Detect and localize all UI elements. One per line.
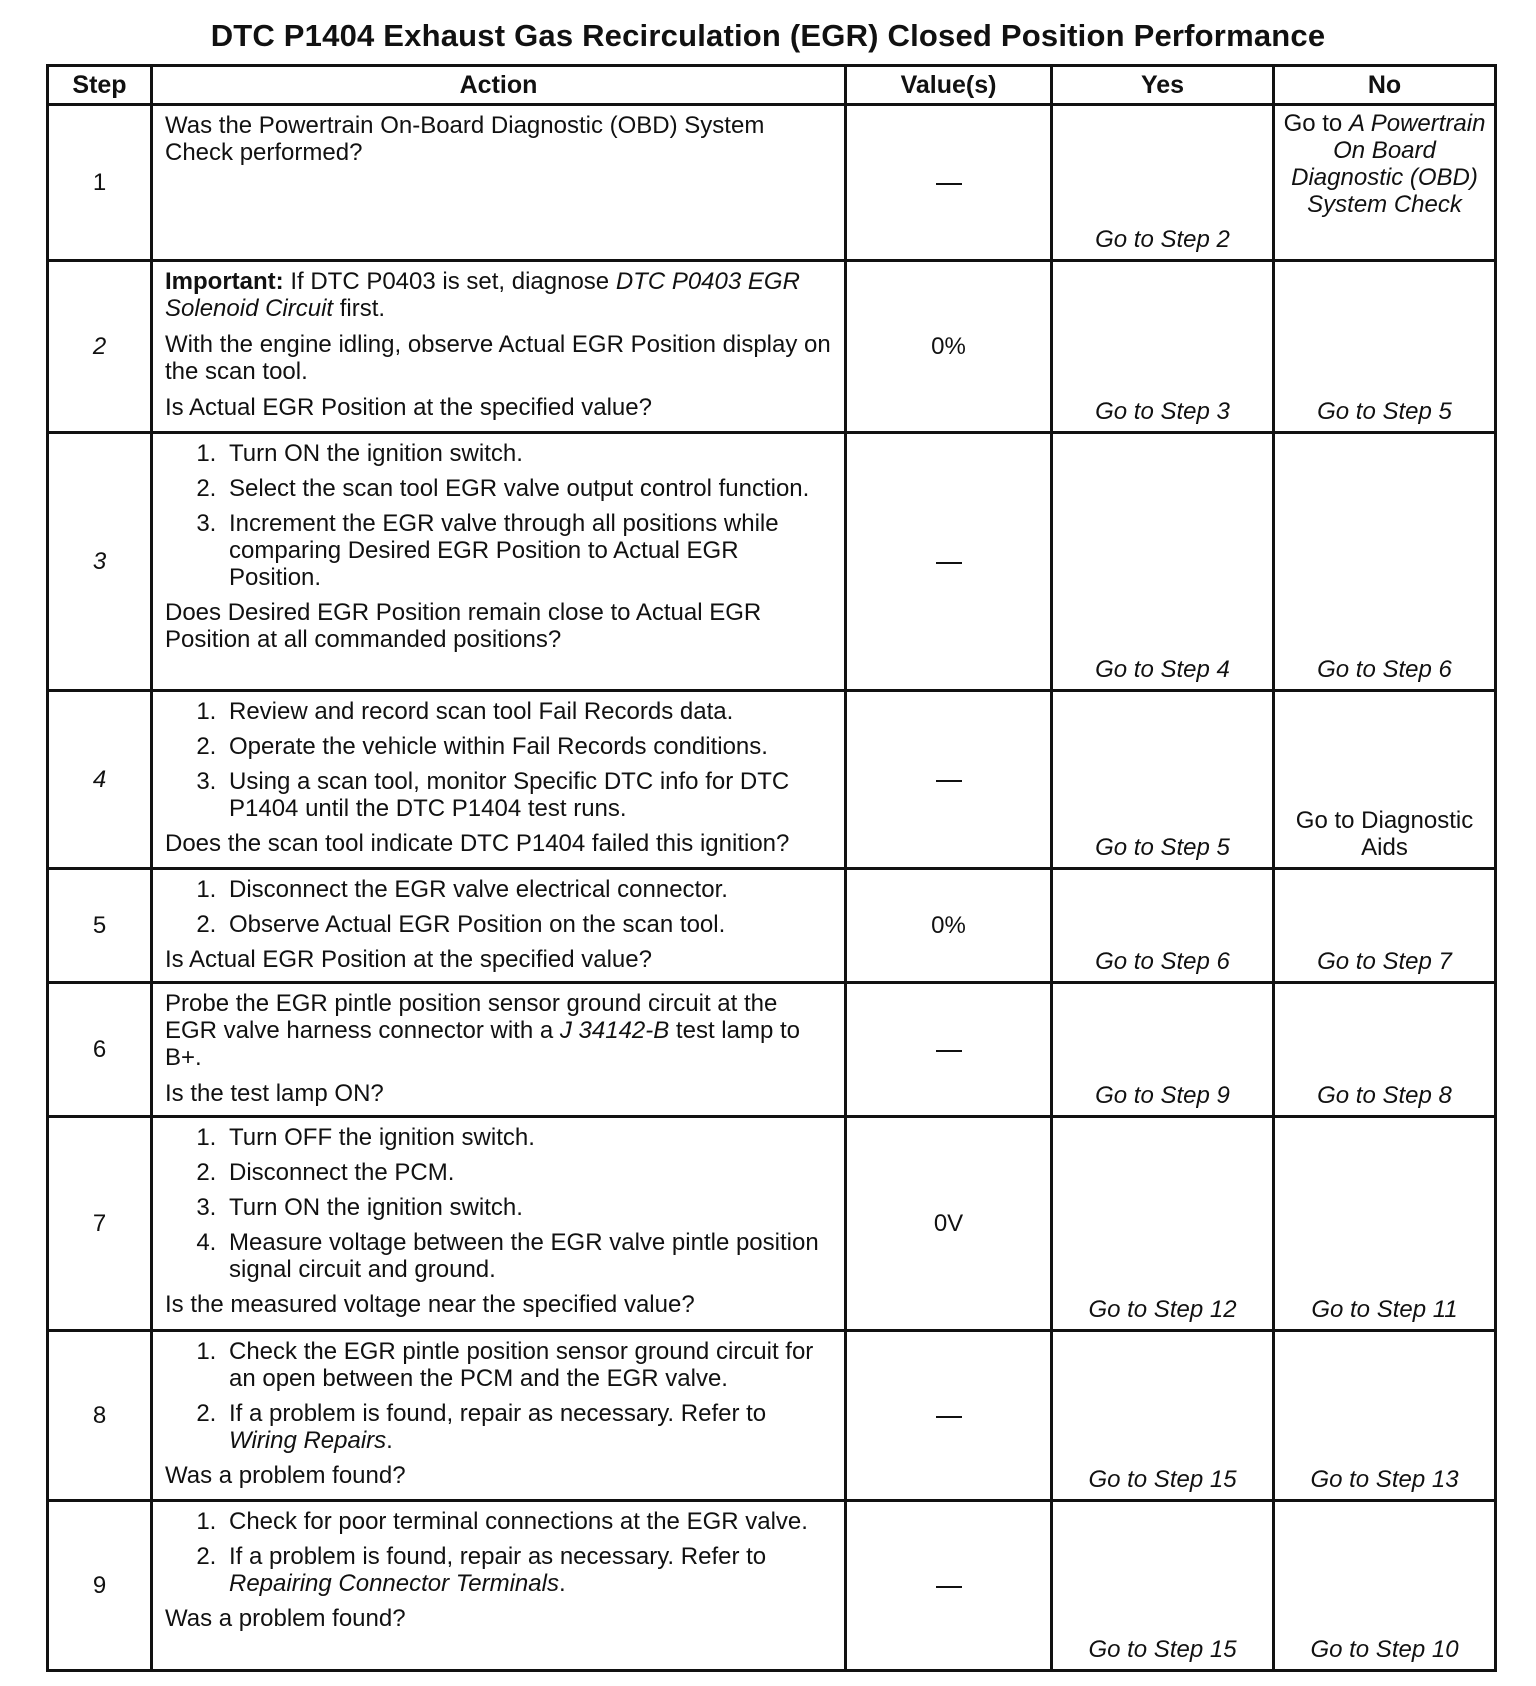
no-prefix: Go to <box>1283 110 1349 137</box>
page-title: DTC P1404 Exhaust Gas Recirculation (EGR) Closed Position Performance <box>210 18 1326 53</box>
action-list <box>165 876 834 938</box>
action-question: Is Actual EGR Position at the specified value? <box>165 946 652 973</box>
list-item: 1. Check for poor terminal connections at the EGR valve. <box>223 1508 834 1535</box>
action-cell <box>152 1117 846 1331</box>
important-text: If DTC P0403 is set, diagnose <box>283 268 616 295</box>
list-item: 2. Observe Actual EGR Position on the scan tool. <box>223 911 834 938</box>
important-label: Important: <box>165 268 284 295</box>
action-cell <box>152 261 846 433</box>
diagnostic-table <box>46 64 1497 1672</box>
list-item: 2. Operate the vehicle within Fail Records conditions. <box>223 733 834 760</box>
important-note <box>165 268 834 322</box>
dash-symbol <box>936 183 962 185</box>
important-reference[interactable]: DTC P0403 EGR Solenoid Circuit <box>165 268 800 322</box>
value-cell <box>846 1331 1052 1501</box>
dash-symbol <box>936 562 962 564</box>
action-text-start: Probe the EGR pintle position sensor ground circuit at the EGR valve harness connector with a <box>165 990 778 1044</box>
value-cell <box>846 983 1052 1117</box>
no-cell[interactable]: Go to Step 10 <box>1274 1501 1496 1671</box>
list-item <box>223 1400 834 1454</box>
step-number: 2 <box>48 261 152 433</box>
table-row <box>48 1117 1496 1331</box>
dash-symbol <box>936 1416 962 1418</box>
action-list <box>165 698 834 822</box>
step-number: 1 <box>48 105 152 261</box>
dash-symbol <box>936 780 962 782</box>
action-question: Was a problem found? <box>165 1605 406 1632</box>
list-item: 3. Increment the EGR valve through all positions while comparing Desired EGR Position to Actual EGR Position. <box>223 510 834 591</box>
action-list <box>165 1508 834 1597</box>
step-number: 8 <box>48 1331 152 1501</box>
yes-cell[interactable]: Go to Step 15 <box>1052 1501 1274 1671</box>
table-header-row <box>48 66 1496 105</box>
dash-symbol <box>936 1050 962 1052</box>
list-item: 2. Select the scan tool EGR valve output control function. <box>223 475 834 502</box>
table-row <box>48 105 1496 261</box>
value-cell: 0% <box>846 869 1052 983</box>
list-item: 4. Measure voltage between the EGR valve pintle position signal circuit and ground. <box>223 1229 834 1283</box>
yes-cell[interactable]: Go to Step 3 <box>1052 261 1274 433</box>
action-question: Is Actual EGR Position at the specified value? <box>165 394 652 421</box>
header-step: Step <box>48 66 152 105</box>
action-text-end: test lamp to B+. <box>165 1017 800 1071</box>
list-item <box>223 1543 834 1597</box>
list-item: 1. Turn ON the ignition switch. <box>223 440 834 467</box>
no-cell[interactable]: Go to Step 6 <box>1274 433 1496 691</box>
action-cell <box>152 869 846 983</box>
action-question: Was a problem found? <box>165 1462 406 1489</box>
table-row <box>48 869 1496 983</box>
value-cell <box>846 433 1052 691</box>
list-item: 3. Turn ON the ignition switch. <box>223 1194 834 1221</box>
step-number: 7 <box>48 1117 152 1331</box>
list-item: 1. Turn OFF the ignition switch. <box>223 1124 834 1151</box>
yes-cell[interactable]: Go to Step 15 <box>1052 1331 1274 1501</box>
no-link[interactable]: A Powertrain On Board Diagnostic (OBD) System Check <box>1291 110 1486 218</box>
no-cell[interactable]: Go to Step 7 <box>1274 869 1496 983</box>
action-cell <box>152 691 846 869</box>
no-cell[interactable]: Go to Step 8 <box>1274 983 1496 1117</box>
no-cell[interactable] <box>1274 105 1496 261</box>
header-yes: Yes <box>1052 66 1274 105</box>
no-cell[interactable]: Go to Diagnostic Aids <box>1274 691 1496 869</box>
action-cell <box>152 433 846 691</box>
action-cell <box>152 1331 846 1501</box>
list-item-text: If a problem is found, repair as necessary. Refer to <box>229 1400 767 1427</box>
value-cell <box>846 691 1052 869</box>
table-row <box>48 433 1496 691</box>
value-cell: 0V <box>846 1117 1052 1331</box>
value-cell <box>846 105 1052 261</box>
action-list <box>165 440 834 591</box>
no-cell[interactable]: Go to Step 13 <box>1274 1331 1496 1501</box>
list-item-end: . <box>386 1427 393 1454</box>
header-values: Value(s) <box>846 66 1052 105</box>
connector-terminals-reference[interactable]: Repairing Connector Terminals <box>229 1570 559 1597</box>
value-cell: 0% <box>846 261 1052 433</box>
step-number: 4 <box>48 691 152 869</box>
step-number: 9 <box>48 1501 152 1671</box>
list-item: 1. Check the EGR pintle position sensor ground circuit for an open between the PCM and the EGR valve. <box>223 1338 834 1392</box>
table-row <box>48 1331 1496 1501</box>
table-row <box>48 261 1496 433</box>
yes-cell[interactable]: Go to Step 2 <box>1052 105 1274 261</box>
table-row <box>48 691 1496 869</box>
list-item: 3. Using a scan tool, monitor Specific DTC info for DTC P1404 until the DTC P1404 test runs. <box>223 768 834 822</box>
action-question: Does Desired EGR Position remain close to Actual EGR Position at all commanded positions? <box>165 599 762 653</box>
header-no: No <box>1274 66 1496 105</box>
action-cell <box>152 1501 846 1671</box>
wiring-repairs-reference[interactable]: Wiring Repairs <box>229 1427 387 1454</box>
value-cell <box>846 1501 1052 1671</box>
action-list <box>165 1338 834 1454</box>
no-cell[interactable]: Go to Step 5 <box>1274 261 1496 433</box>
action-text: With the engine idling, observe Actual EGR Position display on the scan tool. <box>165 331 831 385</box>
list-item-text: If a problem is found, repair as necessary. Refer to <box>229 1543 767 1570</box>
tool-reference: J 34142-B <box>559 1017 670 1044</box>
step-number: 5 <box>48 869 152 983</box>
action-list <box>165 1124 834 1283</box>
list-item: 1. Disconnect the EGR valve electrical connector. <box>223 876 834 903</box>
table-row <box>48 1501 1496 1671</box>
list-item: 1. Review and record scan tool Fail Records data. <box>223 698 834 725</box>
action-text: Was the Powertrain On-Board Diagnostic (OBD) System Check performed? <box>165 112 765 166</box>
header-action: Action <box>152 66 846 105</box>
no-cell[interactable]: Go to Step 11 <box>1274 1117 1496 1331</box>
action-question: Does the scan tool indicate DTC P1404 failed this ignition? <box>165 830 790 857</box>
yes-cell[interactable]: Go to Step 6 <box>1052 869 1274 983</box>
step-number: 3 <box>48 433 152 691</box>
step-number: 6 <box>48 983 152 1117</box>
yes-cell[interactable]: Go to Step 9 <box>1052 983 1274 1117</box>
action-text <box>165 990 834 1071</box>
yes-cell[interactable]: Go to Step 12 <box>1052 1117 1274 1331</box>
yes-cell[interactable]: Go to Step 4 <box>1052 433 1274 691</box>
list-item: 2. Disconnect the PCM. <box>223 1159 834 1186</box>
action-cell <box>152 105 846 261</box>
action-question: Is the measured voltage near the specified value? <box>165 1291 695 1318</box>
important-text-end: first. <box>333 295 386 322</box>
action-question: Is the test lamp ON? <box>165 1080 384 1107</box>
yes-cell[interactable]: Go to Step 5 <box>1052 691 1274 869</box>
table-row <box>48 983 1496 1117</box>
dash-symbol <box>936 1586 962 1588</box>
action-cell <box>152 983 846 1117</box>
list-item-end: . <box>558 1570 566 1597</box>
